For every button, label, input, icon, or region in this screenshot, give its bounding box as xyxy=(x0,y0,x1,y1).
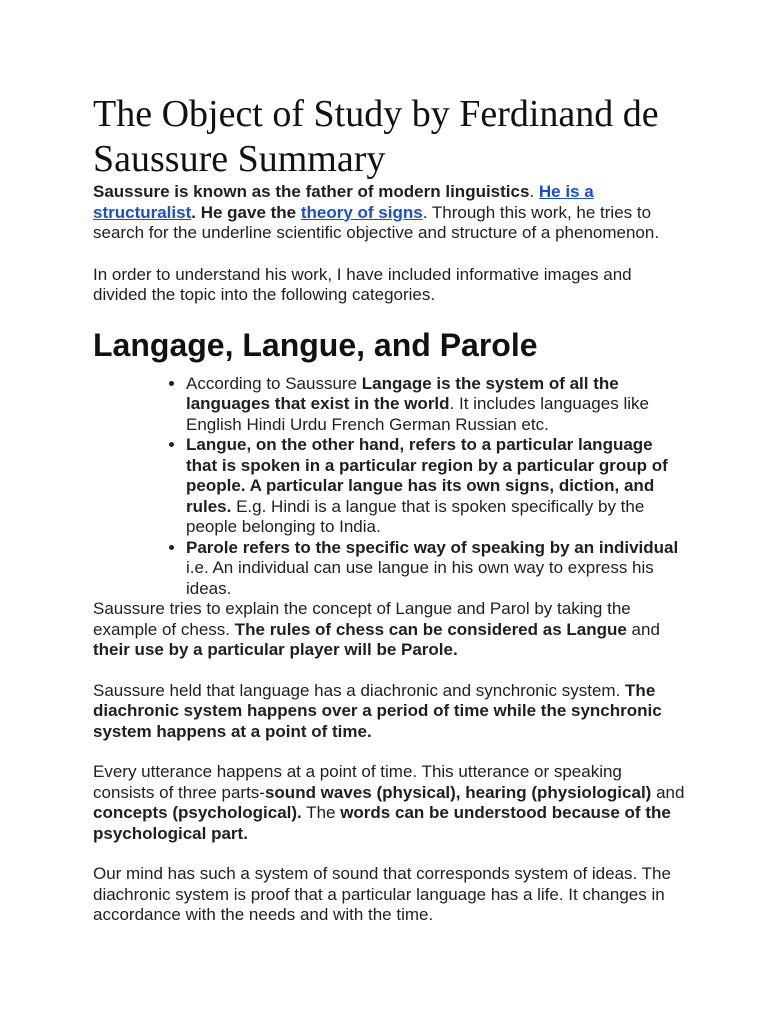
paragraph-text: and xyxy=(626,619,660,639)
list-item-bold: Langue, on the other hand, refers to a particular language that is spoken in a particular region by a particular group of people. A particular langue has its own signs, diction, and rules. xyxy=(186,435,668,516)
paragraph-bold: their use by a particular player will be Parole. xyxy=(93,640,458,659)
list-item-bold: Langage is the system of all the languages that exist in the world xyxy=(186,373,619,413)
list-item xyxy=(186,538,688,600)
list-item xyxy=(186,374,688,436)
paragraph-text: Saussure tries to explain the concept of Langue and Parol by taking the example of chess. xyxy=(93,599,631,639)
paragraph-text: Saussure held that language has a diachronic and synchronic system. xyxy=(93,680,626,700)
list-item xyxy=(186,435,688,538)
page-title: The Object of Study by Ferdinand de Saussure Summary xyxy=(93,93,659,180)
chess-paragraph xyxy=(93,599,688,661)
paragraph-bold: sound waves (physical), hearing (physiological) xyxy=(264,782,652,802)
paragraph-bold: The diachronic system happens over a period of time while the synchronic system happens at a point of time. xyxy=(93,680,662,741)
section-heading: Langage, Langue, and Parole xyxy=(93,326,538,363)
paragraph-text: The xyxy=(301,803,341,822)
list-item-text: According to Saussure xyxy=(186,373,362,393)
concept-list xyxy=(93,374,688,600)
paragraph-bold: The rules of chess can be considered as Langue xyxy=(234,619,627,639)
utterance-paragraph xyxy=(93,762,688,844)
structuralist-link[interactable]: He is a structuralist xyxy=(93,182,594,222)
list-item-text: i.e. An individual can use langue in his own way to express his ideas. xyxy=(186,558,654,598)
list-item-text: E.g. Hindi is a langue that is spoken specifically by the people belonging to India. xyxy=(186,496,645,536)
categories-paragraph: In order to understand his work, I have included informative images and divided the topic into the following categories. xyxy=(93,264,632,304)
list-item-text: . It includes languages like English Hindi Urdu French German Russian etc. xyxy=(186,394,649,434)
paragraph-text: Every utterance happens at a point of time. This utterance or speaking consists of three parts- xyxy=(93,762,622,802)
diachronic-paragraph xyxy=(93,681,688,743)
list-item-bold: Parole refers to the specific way of speaking by an individual xyxy=(186,537,679,557)
mind-paragraph: Our mind has such a system of sound that corresponds system of ideas. The diachronic system is proof that a particular language has a life. It changes in accordance with the needs and with the time. xyxy=(93,864,671,924)
intro-rest: . Through this work, he tries to search for the underline scientific objective and structure of a phenomenon. xyxy=(93,202,660,242)
intro-paragraph: Saussure is known as the father of modern linguistics. He is a structuralist. He gave the theory of signs. Through this work, he tries to search for the underline scientific objective and structure of a phenomenon. xyxy=(93,182,660,242)
theory-of-signs-link[interactable]: theory of signs xyxy=(300,202,423,222)
article-body xyxy=(93,92,688,946)
paragraph-text: and xyxy=(651,782,685,802)
paragraph-bold: words can be understood because of the psychological part. xyxy=(93,803,671,843)
intro-bold: Saussure is known as the father of modern linguistics xyxy=(93,182,530,201)
paragraph-bold: concepts (psychological). xyxy=(93,803,302,822)
intro-bold-2: . He gave the xyxy=(191,202,297,222)
